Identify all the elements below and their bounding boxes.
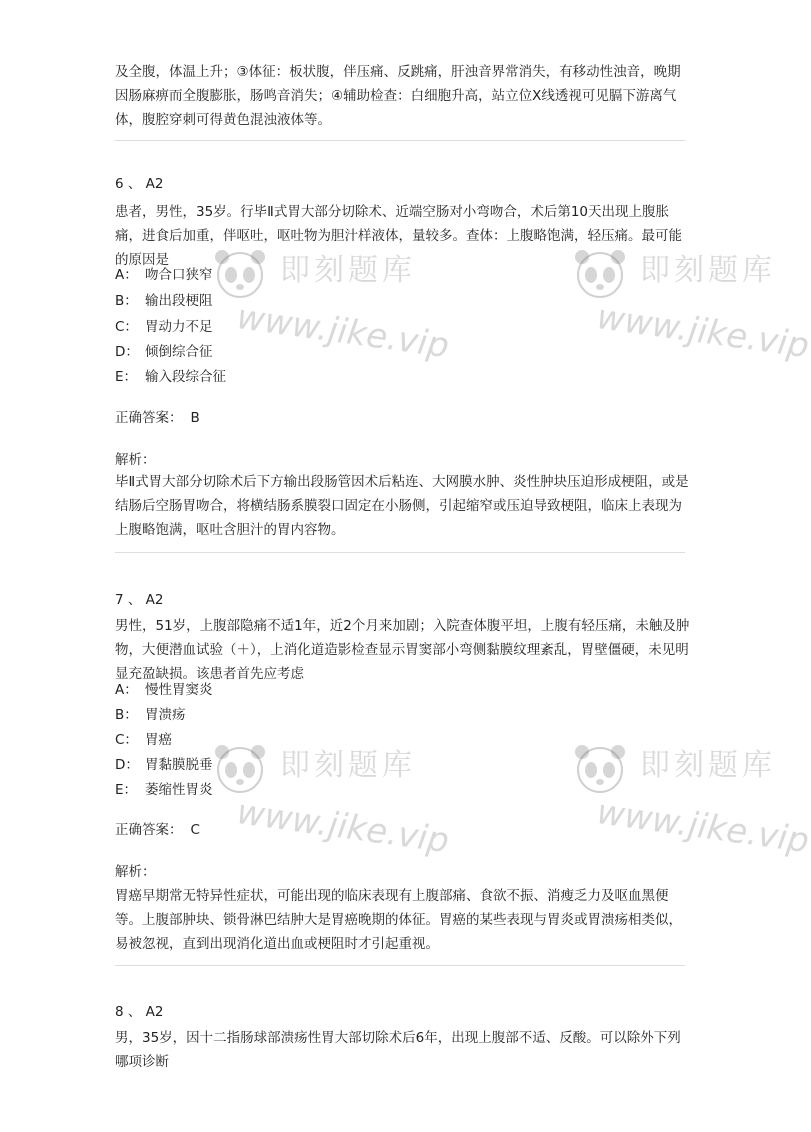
question-6-option-e[interactable] [115,367,226,387]
question-7-header: 7 、 A2 [115,592,164,608]
option-text: 萎缩性胃炎 [145,782,213,798]
option-letter: C： [115,319,138,335]
watermark-url: www.jike.vip [594,297,811,367]
question-7-option-d[interactable] [115,755,213,775]
answer-value: B [190,410,200,426]
watermark-url: www.jike.vip [234,297,452,367]
question-6-analysis: 毕Ⅱ式胃大部分切除术后下方输出段肠管因术后粘连、大网膜水肿、炎性肿块压迫形成梗阻，或是结肠后空肠胃吻合，将横结肠系膜裂口固定在小肠侧，引起缩窄或压迫导致梗阻，临床上表现为上腹略饱满，呕吐含胆汁的胃内容物。 [115,474,689,538]
question-6-option-a[interactable] [115,265,213,285]
watermark-url: www.jike.vip [234,792,452,862]
option-letter: E： [115,369,138,385]
option-text: 胃黏膜脱垂 [145,757,213,773]
question-7-stem: 男性，51岁，上腹部隐痛不适1年，近2个月来加剧；入院查体腹平坦，上腹有轻压痛，未触及肿物，大便潜血试验（＋），上消化道造影检查显示胃窦部小弯侧黏膜纹理紊乱，胃壁僵硬，未见明显充盈缺损。该患者首先应考虑 [115,618,690,682]
option-text: 输入段综合征 [145,369,226,385]
option-letter: C： [115,732,138,748]
option-text: 慢性胃窦炎 [145,682,213,698]
answer-value: C [190,822,200,838]
watermark-text: 即刻题库 [280,748,416,783]
question-7-answer [115,820,200,840]
question-divider [115,140,685,141]
question-6-option-c[interactable] [115,317,213,337]
question-6-header: 6 、 A2 [115,176,164,192]
option-letter: E： [115,782,138,798]
question-7-option-c[interactable] [115,730,172,750]
question-6-stem: 患者，男性，35岁。行毕Ⅱ式胃大部分切除术、近端空肠对小弯吻合，术后第10天出现上腹胀痛，进食后加重，伴呕吐，呕吐物为胆汁样液体，量较多。查体：上腹略饱满，轻压痛。最可能的原因是 [115,204,682,268]
question-7-analysis-label: 解析： [115,864,156,880]
question-8-stem: 男，35岁，因十二指肠球部溃疡性胃大部切除术后6年，出现上腹部不适、反酸。可以除外下列哪项诊断 [115,1030,681,1070]
option-text: 倾倒综合征 [145,344,213,360]
previous-analysis-continuation: 及全腹，体温上升；③体征：板状腹，伴压痛、反跳痛，肝浊音界常消失，有移动性浊音，晚期因肠麻痹而全腹膨胀，肠鸣音消失；④辅助检查：白细胞升高，站立位X线透视可见膈下游离气体，腹腔穿刺可得黄色混浊液体等。 [115,64,681,128]
watermark-text: 即刻题库 [640,748,776,783]
option-text: 胃动力不足 [145,319,213,335]
watermark-text: 即刻题库 [640,253,776,288]
question-7-option-a[interactable] [115,680,213,700]
option-letter: B： [115,293,138,309]
question-8-header: 8 、 A2 [115,1004,164,1020]
question-6-analysis-label: 解析： [115,452,156,468]
answer-label: 正确答案： [115,410,183,426]
watermark [570,740,811,880]
question-7-option-e[interactable] [115,780,213,800]
question-6-option-b[interactable] [115,291,213,311]
option-letter: D： [115,344,139,360]
answer-label: 正确答案： [115,822,183,838]
watermark-url: www.jike.vip [594,792,811,862]
option-letter: B： [115,707,138,723]
question-divider [115,552,685,553]
panda-logo-icon [210,740,270,810]
option-letter: A： [115,682,138,698]
question-7-analysis: 胃癌早期常无特异性症状，可能出现的临床表现有上腹部痛、食欲不振、消瘦乏力及呕血黑便等。上腹部肿块、锁骨淋巴结肿大是胃癌晚期的体征。胃癌的某些表现与胃炎或胃溃疡相类似，易被忽视，直到出现消化道出血或梗阻时才引起重视。 [115,888,682,952]
option-text: 输出段梗阻 [145,293,213,309]
option-text: 吻合口狭窄 [145,267,213,283]
option-text: 胃溃疡 [145,707,186,723]
question-6-option-d[interactable] [115,342,213,362]
option-letter: D： [115,757,139,773]
option-letter: A： [115,267,138,283]
question-7-option-b[interactable] [115,705,186,725]
option-text: 胃癌 [145,732,172,748]
question-6-answer [115,408,200,428]
question-divider [115,965,685,966]
watermark-text: 即刻题库 [280,253,416,288]
panda-logo-icon [570,740,630,810]
watermark [210,740,470,880]
